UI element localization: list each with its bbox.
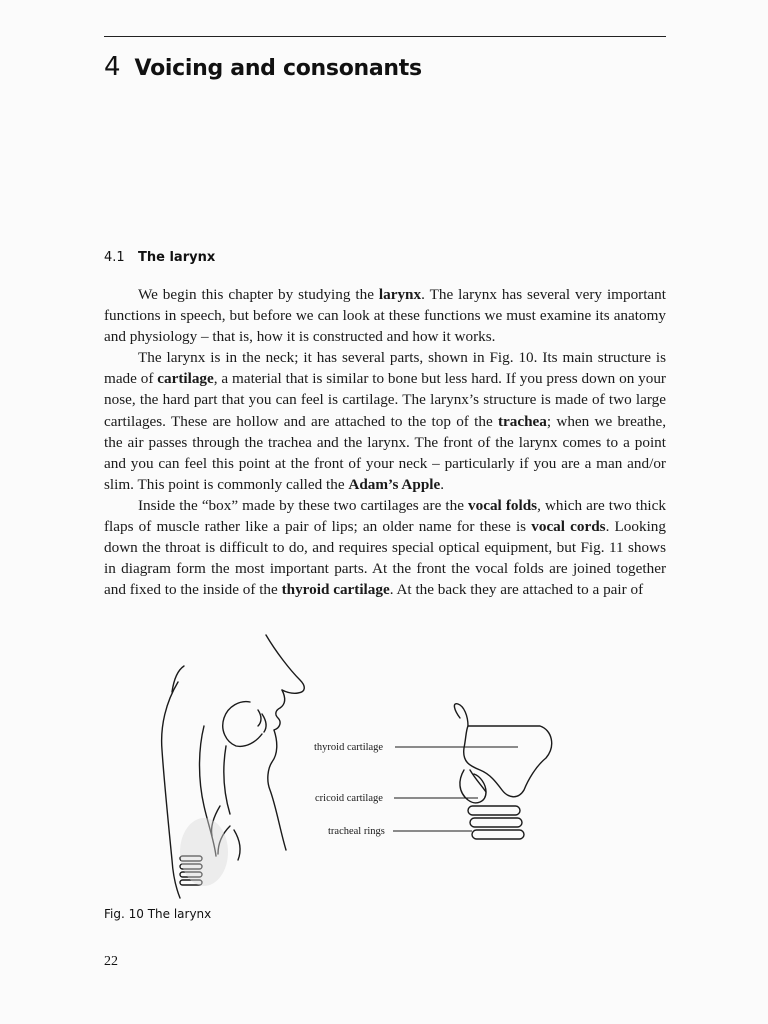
cricoid-cartilage-label: cricoid cartilage	[315, 793, 383, 804]
thyroid-cartilage-label: thyroid cartilage	[314, 742, 384, 753]
text-run: We begin this chapter by studying the	[138, 286, 379, 303]
cricoid-cartilage-label-group	[315, 793, 478, 804]
tracheal-rings-label-group	[328, 826, 472, 837]
chapter-title	[104, 52, 422, 82]
text-run: ; when we breathe, the air passes through the trachea and the larynx. The front of the larynx comes to a point and you can feel this point at the front of your neck – particularly if you are a man and/or slim. This point is commonly called the	[104, 412, 666, 493]
larynx-highlight	[180, 818, 228, 886]
bold-term: vocal folds	[468, 496, 538, 514]
bold-term: thyroid cartilage	[281, 581, 390, 599]
body-paragraph-1	[104, 284, 666, 347]
body-paragraph-3	[104, 495, 666, 600]
text-run: . At the back they are attached to a pair of	[389, 581, 644, 599]
bold-term: vocal cords	[531, 518, 606, 536]
larynx-side-drawing	[454, 704, 551, 839]
bold-term: Adam’s Apple	[348, 475, 441, 493]
section-number: 4.1	[104, 250, 125, 265]
larynx-figure	[100, 630, 660, 900]
figure-caption: Fig. 10 The larynx	[104, 907, 212, 921]
text-run: . Looking down the throat is difficult to do, and requires special optical equipment, but Fig. 11 shows in diagram form the most important parts. At the front the vocal folds are joined together and fixed to the inside of the	[104, 518, 666, 599]
text-run: Inside the “box” made by these two cartilages are the	[138, 496, 469, 514]
bold-term: trachea	[497, 412, 547, 430]
section-heading	[104, 250, 215, 265]
bold-term: larynx	[378, 286, 422, 303]
text-run: , which are two thick flaps of muscle rather like a pair of lips; an older name for these is	[104, 496, 666, 536]
chapter-number: 4	[104, 52, 121, 82]
thyroid-cartilage-label-group	[314, 742, 518, 753]
body-paragraph-2	[104, 347, 666, 495]
text-run: .	[440, 475, 445, 493]
tracheal-rings-label: tracheal rings	[328, 826, 385, 837]
chapter-name: Voicing and consonants	[134, 56, 422, 81]
text-run: . The larynx has several very important functions in speech, but before we can look at these functions we must examine its anatomy and physiology – that is, how it is constructed and how it works.	[104, 286, 666, 346]
bold-term: cartilage	[157, 370, 214, 388]
text-run: The larynx is in the neck; it has several parts, shown in Fig. 10. Its main structure is made of	[104, 349, 666, 388]
header-rule	[104, 36, 666, 37]
body-text	[104, 284, 666, 600]
page-number: 22	[104, 954, 118, 969]
text-run: , a material that is similar to bone but less hard. If you press down on your nose, the hard part that you can feel is cartilage. The larynx’s structure is made of two large cartilages. These are hollow and are attached to the top of the	[104, 370, 666, 430]
section-title: The larynx	[138, 250, 216, 265]
